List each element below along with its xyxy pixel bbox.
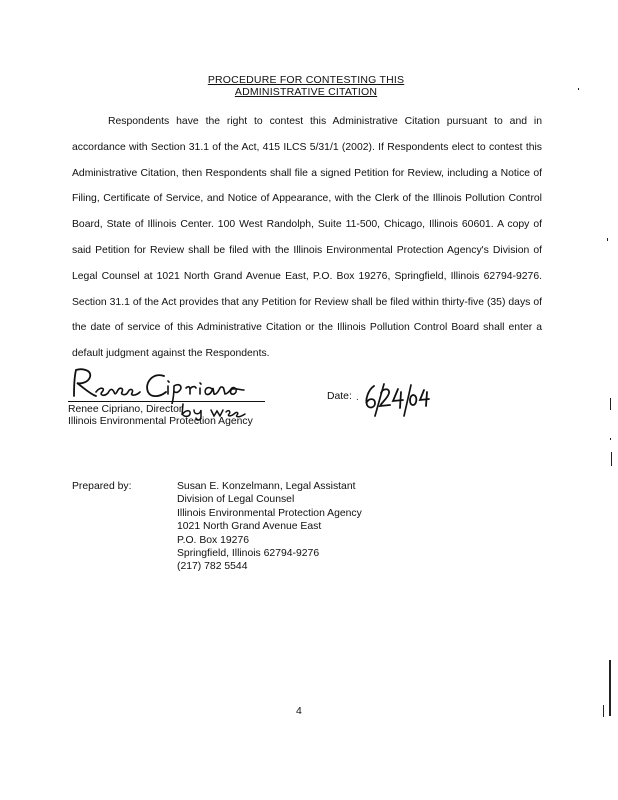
- scan-mark: [603, 705, 604, 717]
- prepared-by-line: (217) 782 5544: [177, 561, 248, 573]
- signer-agency: Illinois Environmental Protection Agency: [68, 416, 253, 427]
- prepared-by-line: P.O. Box 19276: [177, 534, 250, 546]
- scan-mark: [610, 438, 611, 440]
- handwritten-signature: [68, 364, 268, 404]
- scan-mark: [609, 660, 611, 716]
- handwritten-date: [360, 380, 432, 420]
- prepared-by-line: Springfield, Illinois 62794-9276: [177, 548, 320, 560]
- prepared-by-line: Division of Legal Counsel: [177, 494, 295, 506]
- scan-mark: [607, 238, 608, 241]
- scan-mark: [578, 88, 579, 90]
- title-line-1: PROCEDURE FOR CONTESTING THIS: [207, 74, 405, 86]
- date-label: Date:: [327, 391, 352, 402]
- body-paragraph: Respondents have the right to contest this Administrative Citation pursuant to and in accordance with Section 31.1 of the Act, 415 ILCS 5/31/1 (2002). If Respondents elect to contest this Administrative Citation, then Respondents shall file a signed Petition for Review, including a Notice of Filing, Certificate of Service, and Notice of Appearance, with the Clerk of the Illinois Pollution Control Board, State of Illinois Center. 100 West Randolph, Suite 11-500, Chicago, Illinois 60601. A copy of said Petition for Review shall be filed with the Illinois Environmental Protection Agency's Division of Legal Counsel at 1021 North Grand Avenue East, P.O. Box 19276, Springfield, Illinois 62794-9276. Section 31.1 of the Act provides that any Petition for Review shall be filed within thirty-five (35) days of the date of service of this Administrative Citation or the Illinois Pollution Control Board shall enter a default judgment against the Respondents.: [72, 116, 542, 360]
- date-leader: .: [356, 392, 360, 403]
- scan-mark: [611, 452, 612, 466]
- prepared-by-block: [177, 480, 362, 574]
- signer-title: Renee Cipriano, Director: [68, 404, 183, 415]
- prepared-by-line: Illinois Environmental Protection Agency: [177, 507, 362, 519]
- prepared-by-line: Susan E. Konzelmann, Legal Assistant: [177, 481, 356, 492]
- title-line-2: ADMINISTRATIVE CITATION: [234, 86, 378, 98]
- page-number: 4: [296, 706, 302, 717]
- prepared-by-line: 1021 North Grand Avenue East: [177, 521, 322, 533]
- document-title: [150, 74, 462, 98]
- signature-block: [68, 364, 278, 434]
- prepared-by-label: Prepared by:: [72, 481, 132, 492]
- scan-mark: [610, 398, 611, 410]
